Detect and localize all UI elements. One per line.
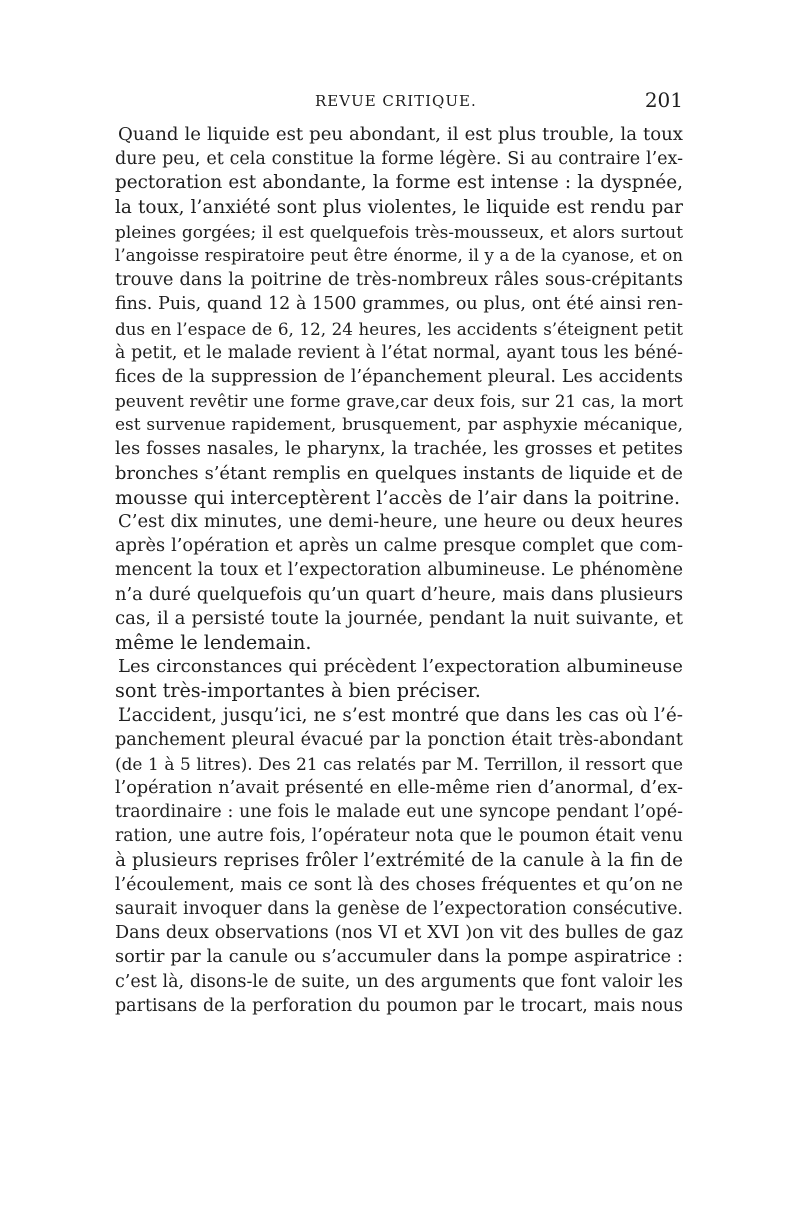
text-line: Dans deux observations (nos VI et XVI )on vit des bulles de gaz (115, 923, 683, 944)
text-line: même le lendemain. (115, 630, 312, 654)
text-line: l’opération n’avait présenté en elle-même rien d’anormal, d’ex- (115, 778, 683, 799)
text-line: à petit, et le malade revient à l’état normal, ayant tous les béné- (115, 342, 683, 363)
text-line: mousse qui interceptèrent l’accès de l’air dans la poitrine. (115, 486, 681, 509)
text-line: fices de la suppression de l’épanchement pleural. Les accidents (115, 366, 683, 387)
text-line: l’écoulement, mais ce sont là des choses fréquentes et qu’on ne (115, 874, 683, 895)
text-line: dure peu, et cela constitue la forme légère. Si au contraire l’ex- (115, 149, 683, 170)
text-line: Les circonstances qui précèdent l’expectoration albumineuse (118, 656, 683, 678)
text-line: traordinaire : une fois le malade eut une syncope pendant l’opé- (115, 802, 683, 823)
text-line: Quand le liquide est peu abondant, il est plus trouble, la toux (118, 124, 683, 145)
text-line: peuvent revêtir une forme grave,car deux fois, sur 21 cas, la mort (115, 391, 683, 412)
text-line: dus en l’espace de 6, 12, 24 heures, les accidents s’éteignent petit (115, 318, 683, 339)
text-line: (de 1 à 5 litres). Des 21 cas relatés par M. Terrillon, il ressort que (115, 753, 683, 774)
text-line: fins. Puis, quand 12 à 1500 grammes, ou plus, ont été ainsi ren- (115, 294, 683, 315)
page-header (115, 88, 683, 114)
text-line: sortir par la canule ou s’accumuler dans la pompe aspiratrice : (115, 947, 683, 968)
text-line: l’angoisse respiratoire peut être énorme, il y a de la cyanose, et on (115, 245, 683, 265)
body-text (115, 123, 683, 1018)
text-line: pectoration est abondante, la forme est intense : la dyspnée, (115, 172, 683, 194)
text-line: mencent la toux et l’expectoration albumineuse. Le phénomène (115, 560, 683, 581)
text-line: à plusieurs reprises frôler l’extrémité de la canule à la fin de (115, 849, 683, 871)
text-line: pleines gorgées; il est quelquefois très-mousseux, et alors surtout (115, 221, 683, 242)
text-line: trouve dans la poitrine de très-nombreux râles sous-crépitants (115, 269, 683, 291)
text-line: saurait invoquer dans la genèse de l’expectoration consécutive. (115, 899, 683, 919)
text-line: les fosses nasales, le pharynx, la trachée, les grosses et petites (115, 439, 683, 460)
text-line: ration, une autre fois, l’opérateur nota que le poumon était venu (115, 826, 683, 847)
text-line: est survenue rapidement, brusquement, par asphyxie mécanique, (115, 415, 683, 436)
page-number: 201 (644, 88, 683, 112)
text-line: sont très-importantes à bien préciser. (115, 679, 481, 703)
text-line: panchement pleural évacué par la ponction était très-abondant (115, 729, 683, 750)
text-line: cas, il a persisté toute la journée, pendant la nuit suivante, et (115, 607, 683, 629)
text-line: n’a duré quelquefois qu’un quart d’heure, mais dans plusieurs (115, 583, 683, 605)
running-title: REVUE CRITIQUE. (315, 92, 477, 110)
text-line: C’est dix minutes, une demi-heure, une heure ou deux heures (118, 511, 683, 532)
text-line: L’accident, jusqu’ici, ne s’est montré que dans les cas où l’é- (118, 704, 683, 726)
text-line: bronches s’étant remplis en quelques instants de liquide et de (115, 462, 683, 484)
text-line: après l’opération et après un calme presque complet que com- (115, 535, 683, 557)
text-line: c’est là, disons-le de suite, un des arguments que font valoir les (115, 971, 683, 992)
text-line: la toux, l’anxiété sont plus violentes, le liquide est rendu par (115, 196, 683, 218)
text-line: partisans de la perforation du poumon par le trocart, mais nous (115, 995, 683, 1016)
